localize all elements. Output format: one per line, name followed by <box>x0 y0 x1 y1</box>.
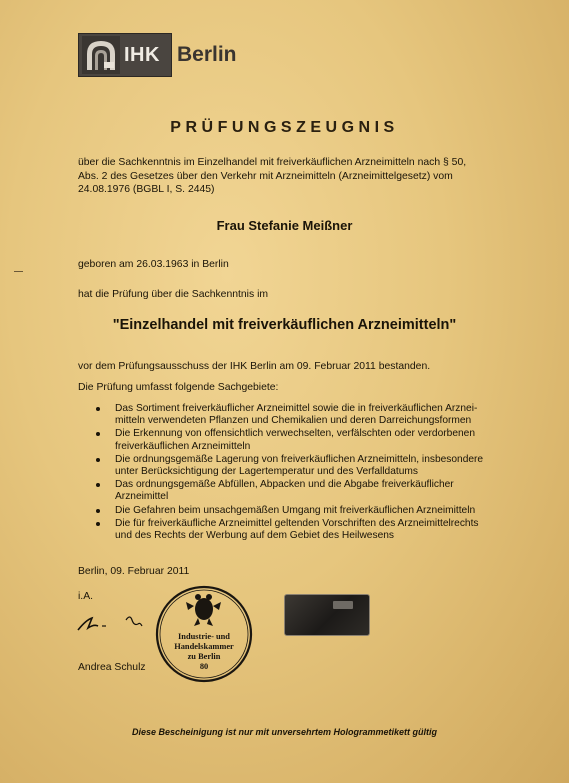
punch-mark <box>14 271 23 272</box>
list-item: Die Gefahren beim unsachgemäßen Umgang mit freiverkäuflichen Arzneimitteln <box>78 505 528 517</box>
chamber-seal-stamp <box>154 584 254 684</box>
intro-line: 24.08.1976 (BGBL I, S. 2445) <box>78 184 215 195</box>
place-date: Berlin, 09. Februar 2011 <box>78 566 190 577</box>
list-item: Das ordnungsgemäße Abfüllen, Abpacken und die Abgabe freiverkäuflicher Arzneimittel <box>78 479 528 503</box>
berlin-bear-icon <box>186 594 221 626</box>
list-item: Das Sortiment freiverkäuflicher Arzneimittel sowie die in freiverkäuflichen Arznei- mitteln verwendeten Pflanzen und Chemikalien und deren Darreichungsformen <box>78 403 528 427</box>
intro-line: Abs. 2 des Gesetzes über den Verkehr mit Arzneimitteln (Arzneimittelgesetz) vom <box>78 170 453 182</box>
bullet-icon <box>96 432 100 436</box>
bullet-icon <box>96 522 100 526</box>
handwritten-signature <box>76 610 156 636</box>
ihk-logo-box <box>78 33 172 77</box>
recipient-name: Frau Stefanie Meißner <box>216 218 353 233</box>
ihk-arch-icon <box>82 36 120 74</box>
hologram-mark <box>333 601 353 609</box>
topics-list <box>78 403 528 543</box>
document-title: PRÜFUNGSZEUGNIS <box>170 119 399 136</box>
signer-name: Andrea Schulz <box>78 662 146 673</box>
list-item: Die Erkennung von offensichtlich verwechselten, verfälschten oder verdorbenen freiverkäuflichen Arzneimitteln <box>78 428 528 452</box>
logo-city-text: Berlin <box>177 43 237 66</box>
birth-info: geboren am 26.03.1963 in Berlin <box>78 259 229 270</box>
exam-intro: hat die Prüfung über die Sachkenntnis im <box>78 289 269 300</box>
seal-line: Handelskammer <box>174 642 234 651</box>
logo-org-text: IHK <box>124 43 160 66</box>
bullet-icon <box>96 458 100 462</box>
bullet-icon <box>96 407 100 411</box>
seal-line: zu Berlin <box>187 652 221 661</box>
seal-line: Industrie- und <box>178 632 230 641</box>
exam-subject: "Einzelhandel mit freiverkäuflichen Arzneimitteln" <box>112 317 457 333</box>
intro-line: über die Sachkenntnis im Einzelhandel mit freiverkäuflichen Arzneimitteln nach § 50, <box>78 157 467 168</box>
on-behalf-label: i.A. <box>78 591 94 602</box>
exam-passed-statement: vor dem Prüfungsausschuss der IHK Berlin am 09. Februar 2011 bestanden. <box>78 361 431 372</box>
list-item: Die für freiverkäufliche Arzneimittel geltenden Vorschriften des Arzneimittelrechts und des Rechts der Werbung auf dem Gebiet des Heilwesens <box>78 518 528 542</box>
list-item: Die ordnungsgemäße Lagerung von freiverkäuflichen Arzneimitteln, insbesondere unter Berücksichtigung der Lagertemperatur und des Verfalldatums <box>78 454 528 478</box>
hologram-label <box>284 594 370 636</box>
legal-basis-text <box>78 156 518 197</box>
validity-note: Diese Bescheinigung ist nur mit unversehrtem Hologrammetikett gültig <box>131 727 438 737</box>
seal-line: 80 <box>199 662 209 671</box>
ihk-logo <box>78 33 237 77</box>
bullet-icon <box>96 483 100 487</box>
topics-heading: Die Prüfung umfasst folgende Sachgebiete: <box>78 382 279 393</box>
bullet-icon <box>96 509 100 513</box>
